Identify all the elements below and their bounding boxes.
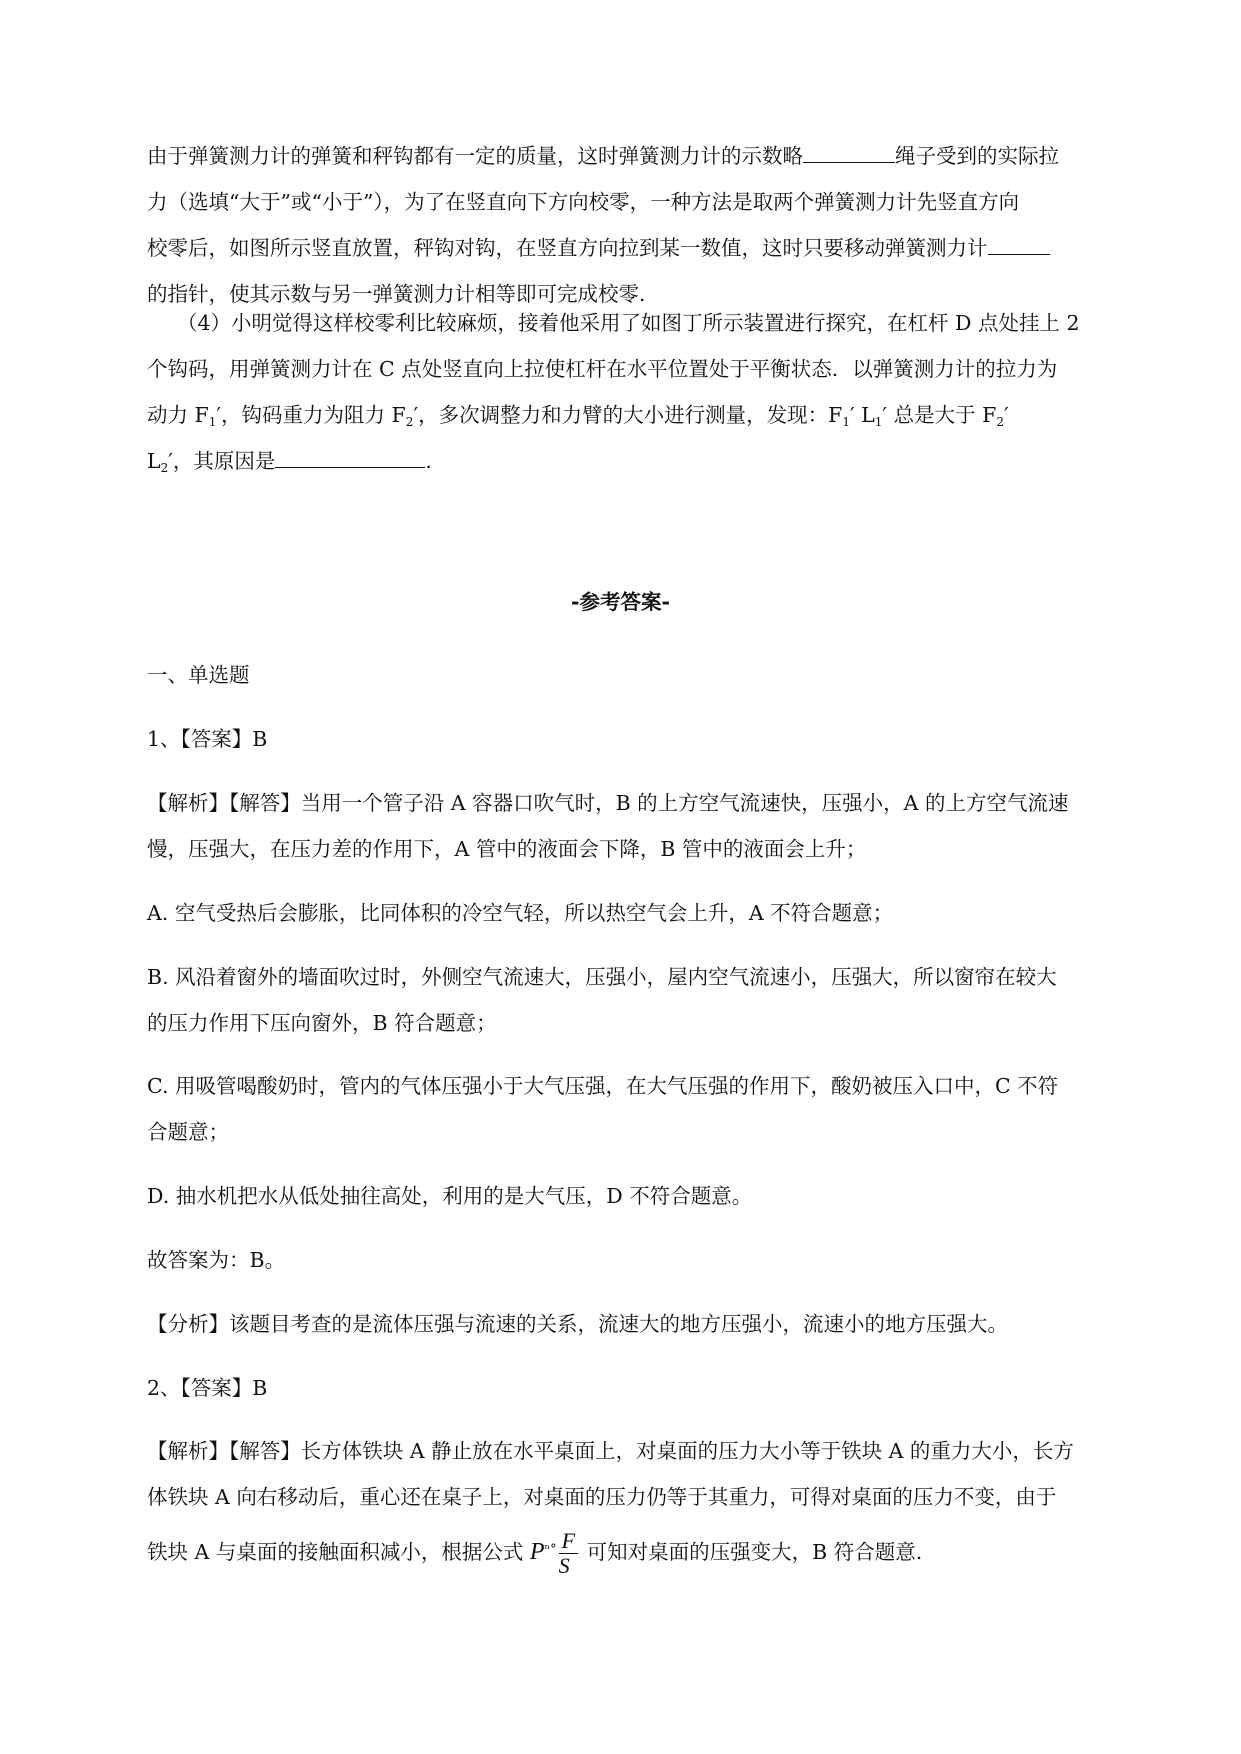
subscript: 2 — [160, 461, 169, 475]
fraction-numerator: F — [559, 1529, 578, 1554]
q2-analysis — [147, 1428, 1149, 1582]
formula-fraction — [559, 1529, 578, 1578]
q1-option-b — [147, 954, 1149, 1046]
text-segment: ′ — [1003, 403, 1009, 427]
answer-section-title: -参考答案- — [570, 590, 671, 614]
q2-answer — [147, 1365, 1149, 1411]
q1-option-a — [147, 890, 1149, 936]
subscript: 1 — [874, 415, 883, 429]
text-line: 【解析】【解答】当用一个管子沿 A 容器口吹气时，B 的上方空气流速快，压强小，A 的上方空气流速 — [147, 791, 1069, 815]
text-line: 慢，压强大，在压力差的作用下，A 管中的液面会下降，B 管中的液面会上升； — [147, 837, 867, 861]
paragraph-question-4 — [147, 300, 1149, 484]
text-line: C. 用吸管喝酸奶时，管内的气体压强小于大气压强，在大气压强的作用下，酸奶被压入口中，C 不符 — [147, 1074, 1059, 1098]
text-line: 体铁块 A 向右移动后，重心还在桌子上，对桌面的压力仍等于其重力，可得对桌面的压力不变，由于 — [147, 1485, 1057, 1509]
text-line — [147, 438, 1149, 484]
q1-analysis — [147, 780, 1149, 872]
q1-option-d — [147, 1173, 1149, 1219]
text-segment: L — [147, 449, 161, 473]
text-segment: 由于弹簧测力计的弹簧和秤钩都有一定的质量，这时弹簧测力计的示数略 — [147, 144, 803, 168]
subscript: 1 — [208, 415, 217, 429]
text-line: 个钩码，用弹簧测力计在 C 点处竖直向上拉使杠杆在水平位置处于平衡状态．以弹簧测力计的拉力为 — [147, 357, 1058, 381]
text-line: 故答案为：B。 — [147, 1248, 286, 1272]
text-segment: ′ 总是大于 F — [882, 403, 997, 427]
fraction-denominator: S — [558, 1553, 570, 1578]
text-line-formula — [147, 1520, 1149, 1582]
text-segment: 铁块 A 与桌面的接触面积减小，根据公式 — [147, 1540, 524, 1564]
text-line: 的压力作用下压向窗外，B 符合题意； — [147, 1011, 497, 1035]
answer-label: 1、【答案】B — [147, 727, 268, 751]
text-line: B. 风沿着窗外的墙面吹过时，外侧空气流速大，压强小，屋内空气流速小，压强大，所以窗帘在较大 — [147, 965, 1057, 989]
text-line: 【分析】该题目考查的是流体压强与流速的关系，流速大的地方压强小，流速小的地方压强大。 — [147, 1312, 1008, 1336]
subscript: 2 — [405, 415, 414, 429]
text-segment: 动力 F — [147, 403, 209, 427]
text-line: 【解析】【解答】长方体铁块 A 静止放在水平桌面上，对桌面的压力大小等于铁块 A 的重力大小，长方 — [147, 1439, 1074, 1463]
text-segment: ′，其原因是 — [168, 449, 276, 473]
answer-blank[interactable] — [275, 443, 425, 468]
text-segment: . — [425, 449, 432, 473]
text-line — [147, 392, 1149, 438]
answer-label: 2、【答案】B — [147, 1376, 268, 1400]
text-segment: ′，钩码重力为阻力 F — [216, 403, 406, 427]
text-segment: ′ L — [849, 403, 875, 427]
text-line: 合题意； — [147, 1120, 229, 1144]
text-line: 的指针，使其示数与另一弹簧测力计相等即可完成校零. — [147, 282, 646, 306]
text-segment: ′，多次调整力和力臂的大小进行测量，发现：F — [413, 403, 843, 427]
q1-answer — [147, 716, 1149, 762]
text-line: D. 抽水机把水从低处抽往高处，利用的是大气压，D 不符合题意。 — [147, 1184, 753, 1208]
text-line: （4）小明觉得这样校零利比较麻烦，接着他采用了如图丁所示装置进行探究，在杠杆 D 点处挂上 2 — [177, 311, 1080, 335]
text-line — [147, 225, 1149, 271]
formula-garbled-symbol: ⁿ° — [544, 1542, 557, 1557]
q1-option-c — [147, 1063, 1149, 1155]
subscript: 2 — [996, 415, 1004, 429]
text-segment: 绳子受到的实际拉 — [895, 144, 1059, 168]
section-heading — [147, 652, 1149, 698]
q1-conclusion — [147, 1237, 1149, 1283]
paragraph-calibration — [147, 133, 1149, 317]
section-heading-text: 一、单选题 — [147, 663, 250, 687]
answer-blank[interactable] — [988, 230, 1050, 255]
text-segment: 可知对桌面的压强变大，B 符合题意. — [586, 1540, 923, 1564]
text-line: A. 空气受热后会膨胀，比同体积的冷空气轻，所以热空气会上升，A 不符合题意； — [147, 901, 894, 925]
text-line: 力（选填“大于”或“小于”），为了在竖直向下方向校零，一种方法是取两个弹簧测力计先竖直方向 — [147, 190, 1020, 214]
subscript: 1 — [842, 415, 850, 429]
formula-pressure-symbol: P — [529, 1539, 545, 1565]
q1-summary — [147, 1301, 1149, 1347]
text-segment: 校零后，如图所示竖直放置，秤钩对钩，在竖直方向拉到某一数值，这时只要移动弹簧测力计 — [147, 236, 988, 260]
text-line — [147, 133, 1149, 179]
answer-blank[interactable] — [803, 138, 895, 163]
